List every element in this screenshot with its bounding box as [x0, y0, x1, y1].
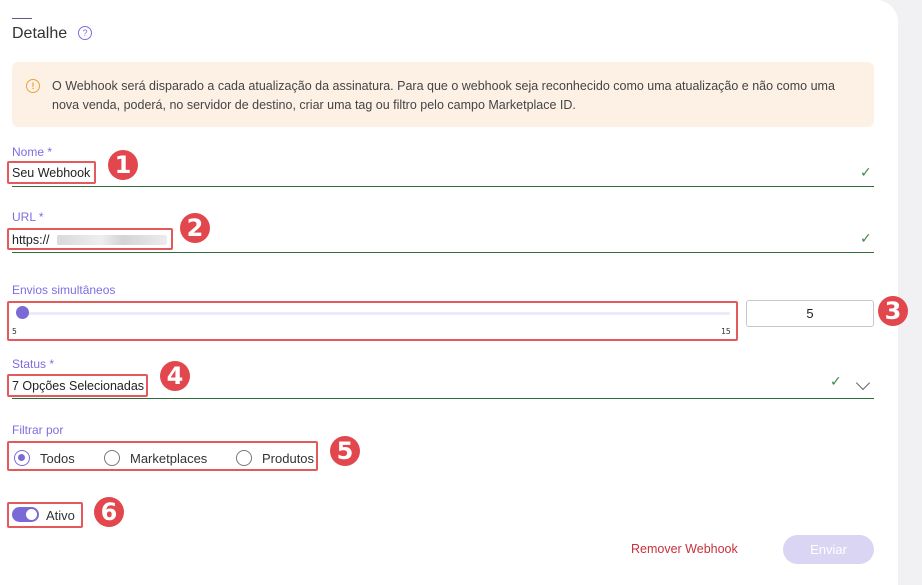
url-input[interactable]: https:// [12, 233, 50, 247]
warning-circle-icon: ! [26, 79, 40, 93]
annotation-badge-5: 5 [330, 436, 360, 466]
filter-label: Filtrar por [12, 423, 64, 437]
question-circle-icon[interactable]: ? [78, 26, 92, 40]
name-input[interactable]: Seu Webhook [12, 166, 91, 180]
status-select[interactable]: 7 Opções Selecionadas [12, 379, 145, 393]
info-alert [12, 62, 874, 127]
annotation-badge-1: 1 [108, 150, 138, 180]
check-icon: ✓ [830, 373, 842, 389]
annotation-badge-3: 3 [878, 296, 908, 326]
page-title: Detalhe [12, 25, 68, 42]
slider-track[interactable] [18, 312, 730, 315]
alert-text: O Webhook será disparado a cada atualização da assinatura. Para que o webhook seja reconhecido como uma atualização e não como uma nova venda, poderá, no servidor de destino, criar uma tag ou filtro pelo campo Marketplace ID. [52, 79, 835, 112]
radio-label-marketplaces[interactable]: Marketplaces [130, 451, 208, 466]
check-icon: ✓ [860, 230, 872, 246]
annotation-badge-6: 6 [94, 497, 124, 527]
radio-label-todos[interactable]: Todos [40, 451, 75, 466]
chevron-down-icon[interactable] [856, 376, 870, 390]
radio-marketplaces[interactable] [104, 450, 120, 466]
scrollbar[interactable] [908, 0, 922, 585]
send-button[interactable]: Enviar [783, 535, 874, 564]
name-underline [12, 186, 874, 187]
radio-todos[interactable] [14, 450, 30, 466]
radio-label-produtos[interactable]: Produtos [262, 451, 315, 466]
slider-min-label: 5 [12, 327, 17, 336]
slider-max-label: 15 [721, 327, 731, 336]
annotation-badge-4: 4 [160, 361, 190, 391]
check-icon: ✓ [860, 164, 872, 180]
concurrency-label: Envios simultâneos [12, 283, 116, 297]
url-label: URL * [12, 210, 44, 224]
redacted-url [57, 235, 167, 245]
active-toggle[interactable] [12, 507, 39, 522]
slider-thumb[interactable] [16, 306, 29, 319]
url-underline [12, 252, 874, 253]
title-accent-line [12, 18, 32, 19]
annotation-badge-2: 2 [180, 213, 210, 243]
concurrency-number-input[interactable]: 5 [746, 300, 874, 327]
status-label: Status * [12, 357, 55, 371]
active-label: Ativo [46, 508, 75, 523]
name-label: Nome * [12, 145, 53, 159]
radio-produtos[interactable] [236, 450, 252, 466]
status-underline [12, 398, 874, 399]
remove-webhook-button[interactable]: Remover Webhook [631, 542, 738, 556]
